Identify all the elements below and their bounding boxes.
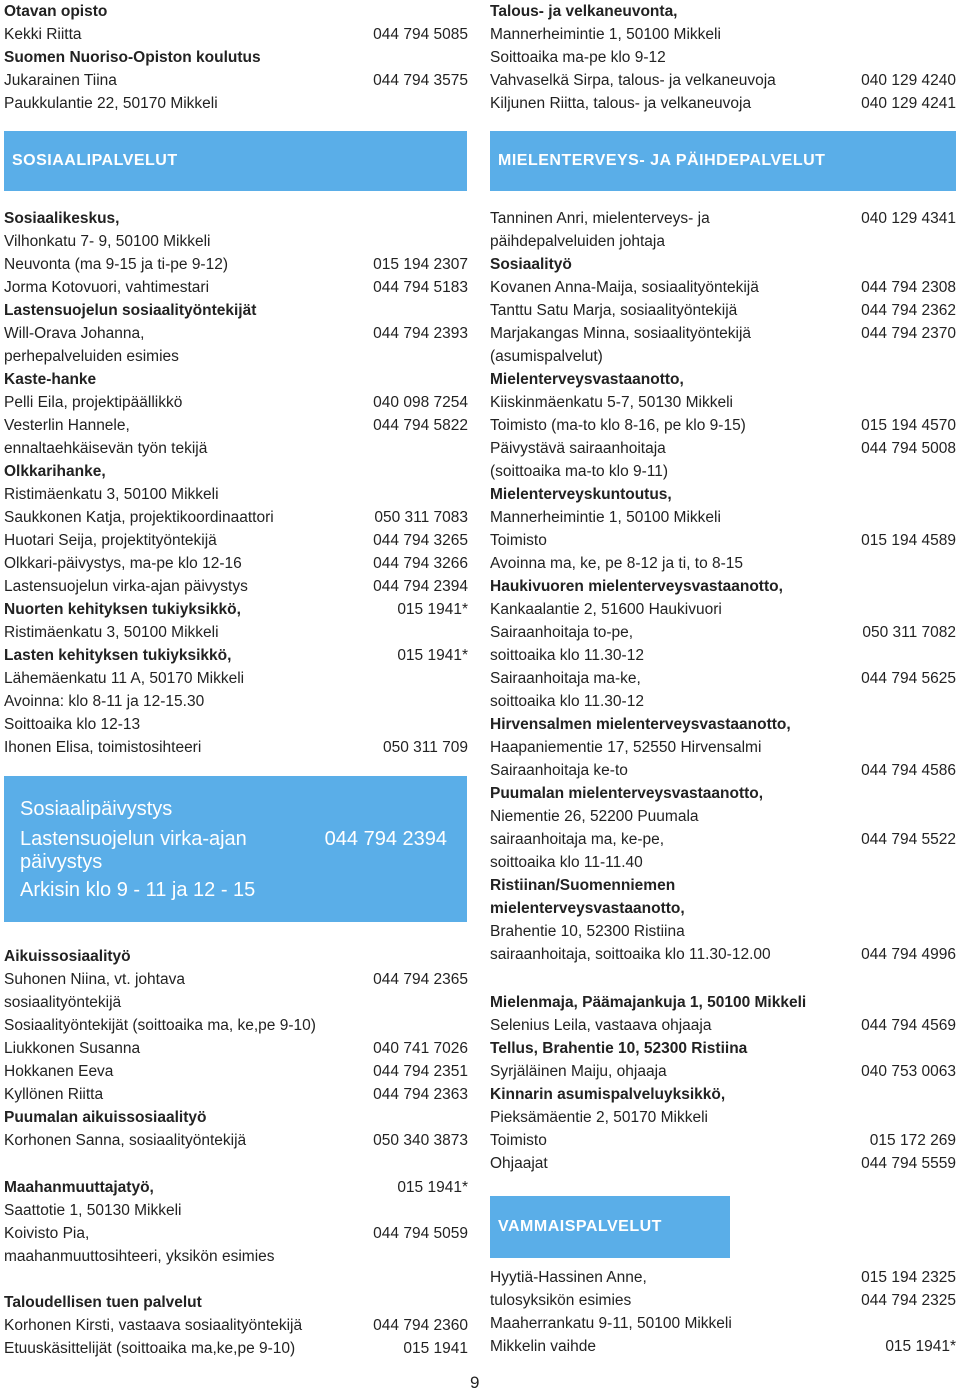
- entry-phone: 044 794 2394: [373, 578, 468, 595]
- directory-line: [490, 1083, 956, 1106]
- entry-phone: 050 340 3873: [373, 1132, 468, 1149]
- directory-line: [490, 92, 956, 115]
- directory-line: [490, 991, 956, 1014]
- entry-phone: 044 794 2325: [861, 1292, 956, 1309]
- entry-text: Vilhonkatu 7- 9, 50100 Mikkeli: [4, 233, 211, 250]
- entry-text: Nuorten kehityksen tukiyksikkö,: [4, 601, 241, 618]
- entry-phone: 040 098 7254: [373, 394, 468, 411]
- directory-line: [490, 529, 956, 552]
- entry-text: Selenius Leila, vastaava ohjaaja: [490, 1017, 712, 1034]
- directory-line: [4, 437, 468, 460]
- entry-phone: 044 794 2365: [373, 971, 468, 988]
- entry-text: Pieksämäentie 2, 50170 Mikkeli: [490, 1109, 708, 1126]
- entry-text: Sosiaalikeskus,: [4, 210, 120, 227]
- entry-text: Jorma Kotovuori, vahtimestari: [4, 279, 210, 296]
- entry-text: sairaanhoitaja, soittoaika klo 11.30-12.00: [490, 946, 771, 963]
- entry-text: Kaste-hanke: [4, 371, 97, 388]
- entry-phone: 050 311 709: [382, 739, 468, 756]
- entry-text: Sairaanhoitaja ke-to: [490, 762, 628, 779]
- entry-text: Sairaanhoitaja ma-ke,: [490, 670, 641, 687]
- section-header-label: SOSIAALIPALVELUT: [12, 152, 178, 169]
- entry-text: Etuuskäsittelijät (soittoaika ma,ke,pe 9-10): [4, 1340, 296, 1357]
- directory-line: [490, 253, 956, 276]
- directory-line: [4, 575, 468, 598]
- directory-line: [490, 414, 956, 437]
- directory-line: [490, 23, 956, 46]
- directory-line: [4, 1199, 468, 1222]
- directory-line: [490, 1152, 956, 1175]
- entry-phone: 044 794 5059: [373, 1225, 468, 1242]
- directory-line: [490, 1289, 956, 1312]
- entry-text: Hirvensalmen mielenterveysvastaanotto,: [490, 716, 791, 733]
- directory-line: [490, 1060, 956, 1083]
- entry-text: Liukkonen Susanna: [4, 1040, 141, 1057]
- directory-line: [4, 529, 468, 552]
- directory-line: [4, 1083, 468, 1106]
- box-title: Sosiaalipäivystys: [20, 798, 173, 820]
- directory-line: [490, 736, 956, 759]
- directory-line: [4, 621, 468, 644]
- section-header-mielenterveys: [490, 131, 956, 191]
- entry-text: Toimisto (ma-to klo 8-16, pe klo 9-15): [490, 417, 746, 434]
- entry-phone: 044 794 5559: [861, 1155, 956, 1172]
- entry-text: sosiaalityöntekijä: [4, 994, 122, 1011]
- directory-line: [4, 23, 468, 46]
- entry-text: Mielenterveysvastaanotto,: [490, 371, 684, 388]
- directory-line: [4, 414, 468, 437]
- entry-text: Ristimäenkatu 3, 50100 Mikkeli: [4, 486, 219, 503]
- directory-line: [490, 644, 956, 667]
- entry-phone: 015 194 2307: [373, 256, 468, 273]
- entry-text: Neuvonta (ma 9-15 ja ti-pe 9-12): [4, 256, 229, 273]
- directory-line: [490, 598, 956, 621]
- entry-text: Taloudellisen tuen palvelut: [4, 1294, 202, 1311]
- directory-line: [4, 945, 468, 968]
- entry-text: Sosiaalityö: [490, 256, 572, 273]
- entry-text: Ohjaajat: [490, 1155, 548, 1172]
- directory-line: [4, 483, 468, 506]
- entry-text: Puumalan aikuissosiaalityö: [4, 1109, 207, 1126]
- entry-text: (soittoaika ma-to klo 9-11): [490, 463, 669, 480]
- directory-line: [490, 506, 956, 529]
- directory-line: [490, 851, 956, 874]
- box-hours: Arkisin klo 9 - 11 ja 12 - 15: [20, 879, 256, 901]
- entry-text: Koivisto Pia,: [4, 1225, 90, 1242]
- entry-text: Soittoaika klo 12-13: [4, 716, 141, 733]
- directory-line: [4, 1176, 468, 1199]
- directory-line: [4, 968, 468, 991]
- entry-phone: 044 794 2351: [373, 1063, 468, 1080]
- directory-line: [490, 621, 956, 644]
- entry-text: Niementie 26, 52200 Puumala: [490, 808, 699, 825]
- entry-text: Jukarainen Tiina: [4, 72, 117, 89]
- entry-text: Soittoaika ma-pe klo 9-12: [490, 49, 666, 66]
- directory-line: [490, 1037, 956, 1060]
- entry-text: Toimisto: [490, 532, 547, 549]
- entry-text: soittoaika klo 11.30-12: [490, 647, 644, 664]
- entry-phone: 044 794 4996: [861, 946, 956, 963]
- entry-text: Maahanmuuttajatyö,: [4, 1179, 154, 1196]
- directory-line: [4, 1106, 468, 1129]
- directory-line: [490, 437, 956, 460]
- entry-text: Olkkari-päivystys, ma-pe klo 12-16: [4, 555, 242, 572]
- directory-line: [490, 897, 956, 920]
- directory-line: [4, 713, 468, 736]
- entry-text: Korhonen Kirsti, vastaava sosiaalityöntekijä: [4, 1317, 303, 1334]
- entry-text: Sosiaalityöntekijät (soittoaika ma, ke,pe 9-10): [4, 1017, 316, 1034]
- entry-text: Paukkulantie 22, 50170 Mikkeli: [4, 95, 218, 112]
- entry-text: Kekki Riitta: [4, 26, 82, 43]
- entry-text: Mannerheimintie 1, 50100 Mikkeli: [490, 26, 721, 43]
- directory-line: [490, 0, 956, 23]
- entry-text: Ristimäenkatu 3, 50100 Mikkeli: [4, 624, 219, 641]
- entry-text: Mielenmaja, Päämajankuja 1, 50100 Mikkeli: [490, 994, 807, 1011]
- entry-text: Suhonen Niina, vt. johtava: [4, 971, 185, 988]
- directory-line: [490, 460, 956, 483]
- directory-line: [490, 1014, 956, 1037]
- entry-phone: 044 794 2308: [861, 279, 956, 296]
- directory-line: [4, 322, 468, 345]
- directory-line: [4, 1129, 468, 1152]
- section-header-vammaispalvelut: [490, 1196, 730, 1258]
- entry-phone: 040 753 0063: [861, 1063, 956, 1080]
- entry-text: Tanninen Anri, mielenterveys- ja: [490, 210, 710, 227]
- entry-phone: 015 1941*: [397, 1179, 468, 1196]
- directory-line: [4, 1245, 468, 1268]
- page-number: 9: [470, 1373, 480, 1392]
- entry-phone: 015 1941*: [397, 647, 468, 664]
- box-line2: päivystys: [20, 851, 103, 873]
- entry-text: Suomen Nuoriso-Opiston koulutus: [4, 49, 261, 66]
- directory-line: [490, 1129, 956, 1152]
- entry-text: perhepalveluiden esimies: [4, 348, 179, 365]
- entry-text: mielenterveysvastaanotto,: [490, 900, 685, 917]
- directory-line: [490, 276, 956, 299]
- entry-text: Maaherrankatu 9-11, 50100 Mikkeli: [490, 1315, 732, 1332]
- directory-line: [4, 736, 468, 759]
- directory-line: [4, 1314, 468, 1337]
- directory-line: [4, 46, 468, 69]
- directory-line: [4, 598, 468, 621]
- directory-line: [490, 207, 956, 230]
- directory-line: [490, 1335, 956, 1358]
- entry-text: Aikuissosiaalityö: [4, 948, 131, 965]
- entry-phone: 040 129 4240: [861, 72, 956, 89]
- entry-text: Korhonen Sanna, sosiaalityöntekijä: [4, 1132, 247, 1149]
- entry-phone: 044 794 5183: [373, 279, 468, 296]
- entry-phone: 015 194 4570: [861, 417, 956, 434]
- box-phone: 044 794 2394: [324, 828, 447, 850]
- entry-phone: 044 794 5522: [861, 831, 956, 848]
- entry-text: Mannerheimintie 1, 50100 Mikkeli: [490, 509, 721, 526]
- entry-text: Sairaanhoitaja to-pe,: [490, 624, 634, 641]
- directory-line: [4, 345, 468, 368]
- entry-text: Lasten kehityksen tukiyksikkö,: [4, 647, 232, 664]
- directory-line: [490, 69, 956, 92]
- directory-line: [4, 391, 468, 414]
- entry-text: Kyllönen Riitta: [4, 1086, 104, 1103]
- entry-phone: 040 741 7026: [373, 1040, 468, 1057]
- entry-text: (asumispalvelut): [490, 348, 603, 365]
- entry-phone: 044 794 2360: [373, 1317, 468, 1334]
- directory-line: [4, 644, 468, 667]
- entry-text: Mielenterveyskuntoutus,: [490, 486, 672, 503]
- entry-text: Pelli Eila, projektipäällikkö: [4, 394, 183, 411]
- directory-line: [4, 1014, 468, 1037]
- directory-line: [490, 713, 956, 736]
- entry-text: Haapaniementie 17, 52550 Hirvensalmi: [490, 739, 762, 756]
- directory-line: [490, 575, 956, 598]
- directory-line: [4, 207, 468, 230]
- directory-line: [490, 1266, 956, 1289]
- entry-text: maahanmuuttosihteeri, yksikön esimies: [4, 1248, 275, 1265]
- directory-line: [4, 1222, 468, 1245]
- entry-text: Syrjäläinen Maiju, ohjaaja: [490, 1063, 667, 1080]
- entry-phone: 044 794 2363: [373, 1086, 468, 1103]
- entry-text: Vesterlin Hannele,: [4, 417, 130, 434]
- directory-line: [490, 391, 956, 414]
- directory-line: [4, 552, 468, 575]
- entry-phone: 044 794 5085: [373, 26, 468, 43]
- entry-phone: 015 172 269: [869, 1132, 956, 1149]
- directory-line: [4, 92, 468, 115]
- directory-line: [4, 1291, 468, 1314]
- entry-text: Saukkonen Katja, projektikoordinaattori: [4, 509, 274, 526]
- directory-line: [490, 299, 956, 322]
- entry-phone: 015 194 2325: [861, 1269, 956, 1286]
- entry-phone: 044 794 5008: [861, 440, 956, 457]
- directory-line: [4, 667, 468, 690]
- entry-phone: 044 794 4569: [861, 1017, 956, 1034]
- directory-line: [490, 46, 956, 69]
- directory-line: [490, 759, 956, 782]
- entry-text: Lähemäenkatu 11 A, 50170 Mikkeli: [4, 670, 245, 687]
- entry-text: ennaltaehkäisevän työn tekijä: [4, 440, 208, 457]
- directory-line: [4, 299, 468, 322]
- entry-text: Hokkanen Eeva: [4, 1063, 114, 1080]
- entry-text: Puumalan mielenterveysvastaanotto,: [490, 785, 764, 802]
- directory-line: [4, 276, 468, 299]
- directory-line: [4, 991, 468, 1014]
- entry-text: Talous- ja velkaneuvonta,: [490, 3, 678, 20]
- directory-line: [490, 552, 956, 575]
- entry-text: Kiljunen Riitta, talous- ja velkaneuvoja: [490, 95, 752, 112]
- directory-line: [4, 368, 468, 391]
- directory-line: [490, 1106, 956, 1129]
- entry-phone: 044 794 5822: [373, 417, 468, 434]
- directory-line: [490, 230, 956, 253]
- directory-line: [4, 253, 468, 276]
- entry-text: Otavan opisto: [4, 3, 108, 20]
- directory-line: [490, 943, 956, 966]
- entry-phone: 044 794 2362: [861, 302, 956, 319]
- entry-text: Kiiskinmäenkatu 5-7, 50130 Mikkeli: [490, 394, 733, 411]
- entry-text: Lastensuojelun virka-ajan päivystys: [4, 578, 248, 595]
- entry-phone: 050 311 7082: [862, 624, 956, 641]
- entry-phone: 044 794 4586: [861, 762, 956, 779]
- entry-phone: 015 1941*: [885, 1338, 956, 1355]
- directory-line: [4, 1060, 468, 1083]
- directory-line: [490, 805, 956, 828]
- section-header-label: VAMMAISPALVELUT: [498, 1218, 662, 1235]
- entry-text: Will-Orava Johanna,: [4, 325, 145, 342]
- directory-line: [4, 230, 468, 253]
- entry-text: Huotari Seija, projektityöntekijä: [4, 532, 217, 549]
- entry-phone: 015 1941: [403, 1340, 468, 1357]
- directory-line: [490, 874, 956, 897]
- directory-line: [490, 782, 956, 805]
- entry-text: Marjakangas Minna, sosiaalityöntekijä: [490, 325, 752, 342]
- entry-text: Lastensuojelun sosiaalityöntekijät: [4, 302, 257, 319]
- directory-line: [4, 0, 468, 23]
- entry-phone: 044 794 2370: [861, 325, 956, 342]
- directory-line: [4, 690, 468, 713]
- directory-line: [490, 345, 956, 368]
- entry-text: soittoaika klo 11-11.40: [490, 854, 643, 871]
- entry-text: Avoinna ma, ke, pe 8-12 ja ti, to 8-15: [490, 555, 744, 572]
- entry-phone: 015 194 4589: [861, 532, 956, 549]
- entry-text: Toimisto: [490, 1132, 547, 1149]
- entry-text: Mikkelin vaihde: [490, 1338, 596, 1355]
- entry-text: Päivystävä sairaanhoitaja: [490, 440, 666, 457]
- entry-text: Saattotie 1, 50130 Mikkeli: [4, 1202, 182, 1219]
- entry-phone: 044 794 3575: [373, 72, 468, 89]
- entry-text: päihdepalveluiden johtaja: [490, 233, 665, 250]
- entry-text: Kovanen Anna-Maija, sosiaalityöntekijä: [490, 279, 759, 296]
- directory-line: [490, 1312, 956, 1335]
- directory-line: [4, 69, 468, 92]
- section-header-sosiaalipalvelut: [4, 131, 467, 191]
- directory-line: [490, 483, 956, 506]
- entry-text: soittoaika klo 11.30-12: [490, 693, 644, 710]
- entry-phone: 050 311 7083: [374, 509, 468, 526]
- directory-line: [490, 667, 956, 690]
- entry-text: Vahvaselkä Sirpa, talous- ja velkaneuvoja: [490, 72, 776, 89]
- entry-phone: 044 794 3265: [373, 532, 468, 549]
- entry-text: Ihonen Elisa, toimistosihteeri: [4, 739, 202, 756]
- box-line1: Lastensuojelun virka-ajan: [20, 828, 247, 850]
- entry-phone: 040 129 4341: [861, 210, 956, 227]
- directory-line: [4, 506, 468, 529]
- directory-line: [490, 828, 956, 851]
- directory-line: [4, 1337, 468, 1360]
- entry-phone: 044 794 2393: [373, 325, 468, 342]
- directory-line: [4, 1037, 468, 1060]
- entry-text: sairaanhoitaja ma, ke-pe,: [490, 831, 665, 848]
- directory-line: [490, 368, 956, 391]
- entry-text: Ristiinan/Suomenniemen: [490, 877, 676, 894]
- entry-text: Tellus, Brahentie 10, 52300 Ristiina: [490, 1040, 748, 1057]
- entry-text: Kankaalantie 2, 51600 Haukivuori: [490, 601, 722, 618]
- entry-phone: 040 129 4241: [861, 95, 956, 112]
- section-header-label: MIELENTERVEYS- JA PÄIHDEPALVELUT: [498, 152, 826, 169]
- sosiaalipaivystys-box: [4, 776, 467, 922]
- directory-line: [490, 920, 956, 943]
- entry-text: Tanttu Satu Marja, sosiaalityöntekijä: [490, 302, 738, 319]
- entry-text: Brahentie 10, 52300 Ristiina: [490, 923, 685, 940]
- entry-text: Avoinna: klo 8-11 ja 12-15.30: [4, 693, 205, 710]
- entry-text: tulosyksikön esimies: [490, 1292, 632, 1309]
- directory-line: [490, 322, 956, 345]
- directory-line: [4, 460, 468, 483]
- entry-phone: 044 794 5625: [861, 670, 956, 687]
- entry-phone: 015 1941*: [397, 601, 468, 618]
- entry-text: Kinnarin asumispalveluyksikkö,: [490, 1086, 726, 1103]
- entry-phone: 044 794 3266: [373, 555, 468, 572]
- directory-line: [490, 690, 956, 713]
- entry-text: Hyytiä-Hassinen Anne,: [490, 1269, 647, 1286]
- entry-text: Olkkarihanke,: [4, 463, 106, 480]
- entry-text: Haukivuoren mielenterveysvastaanotto,: [490, 578, 783, 595]
